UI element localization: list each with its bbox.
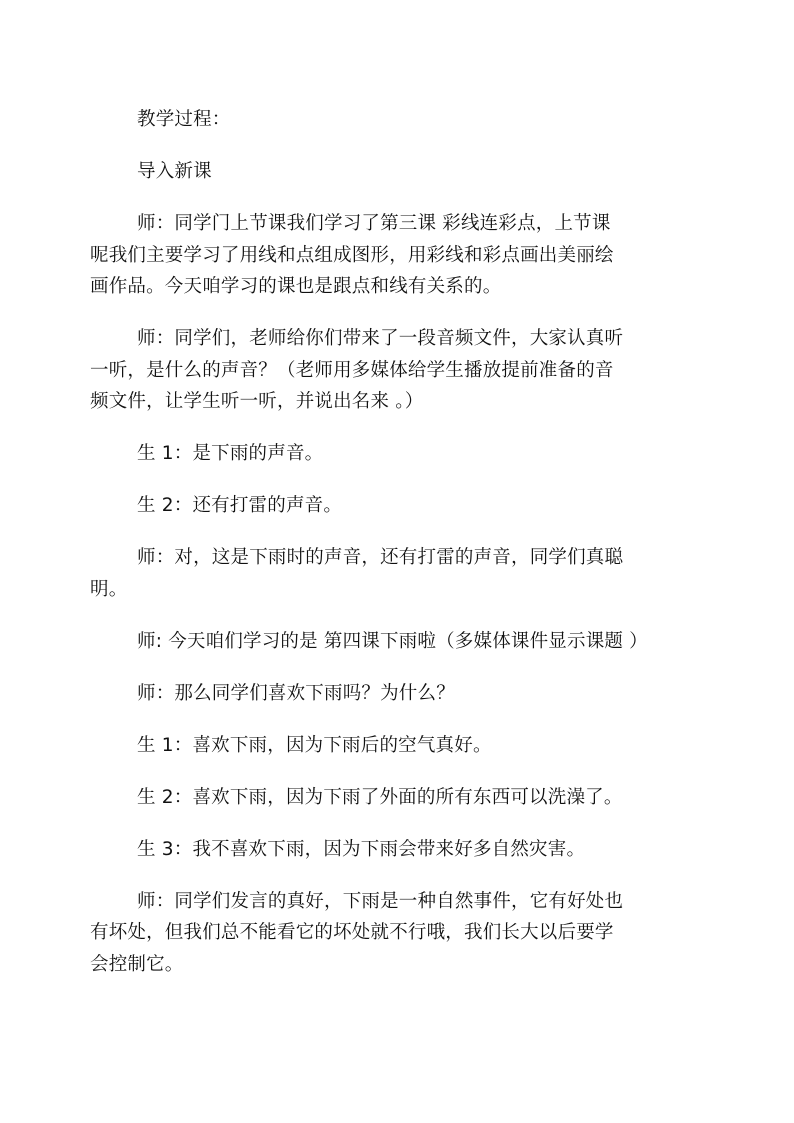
text-line: 一听，是什么的声音？（老师用多媒体给学生播放提前准备的音 xyxy=(90,359,614,381)
text-line: 师：同学们发言的真好，下雨是一种自然事件，它有好处也 xyxy=(137,890,624,912)
text-line: 师：那么同学们喜欢下雨吗？为什么？ xyxy=(137,682,455,704)
text-line: 生 3：我不喜欢下雨，因为下雨会带来好多自然灾害。 xyxy=(137,838,586,860)
document-body xyxy=(90,104,703,1001)
text-line: 教学过程： xyxy=(137,109,231,130)
text-line: 生 2：喜欢下雨，因为下雨了外面的所有东西可以洗澡了。 xyxy=(137,786,623,808)
text-line: 生 2：还有打雷的声音。 xyxy=(137,495,343,516)
paragraph-audio xyxy=(90,323,703,418)
paragraph-teacher-praise xyxy=(90,542,703,605)
paragraph-student-1 xyxy=(137,438,703,470)
text-line: 频文件，让学生听一听，并说出名来 。） xyxy=(90,391,424,412)
text-line: 师: 今天咱们学习的是 第四课下雨啦（多媒体课件显示课题 ） xyxy=(137,630,648,652)
text-line: 师：同学门上节课我们学习了第三课 彩线连彩点，上节课 xyxy=(137,213,611,234)
text-line: 生 1：是下雨的声音。 xyxy=(137,443,324,464)
paragraph-lesson-topic xyxy=(137,626,703,658)
paragraph-question xyxy=(137,678,703,710)
paragraph-answer-2 xyxy=(137,782,703,814)
text-line: 师：对，这是下雨时的声音，还有打雷的声音，同学们真聪 xyxy=(137,547,624,568)
paragraph-answer-1 xyxy=(137,730,703,762)
paragraph-student-2 xyxy=(137,490,703,522)
heading-teaching-process xyxy=(137,104,703,136)
text-line: 师：同学们，老师给你们带来了一段音频文件，大家认真听 xyxy=(137,328,624,349)
text-line: 有坏处，但我们总不能看它的坏处就不行哦，我们长大以后要学 xyxy=(90,922,614,943)
text-line: 明。 xyxy=(90,578,128,600)
text-line: 生 1：喜欢下雨，因为下雨后的空气真好。 xyxy=(137,734,492,756)
text-line: 画作品。今天咱学习的课也是跟点和线有关系的。 xyxy=(90,276,502,297)
paragraph-review xyxy=(90,208,703,303)
text-line: 导入新课 xyxy=(137,161,212,182)
heading-introduction xyxy=(137,156,703,188)
text-line: 呢我们主要学习了用线和点组成图形，用彩线和彩点画出美丽绘 xyxy=(90,244,614,266)
paragraph-answer-3 xyxy=(137,834,703,866)
text-line: 会控制它。 xyxy=(90,953,184,975)
paragraph-summary xyxy=(90,886,703,981)
